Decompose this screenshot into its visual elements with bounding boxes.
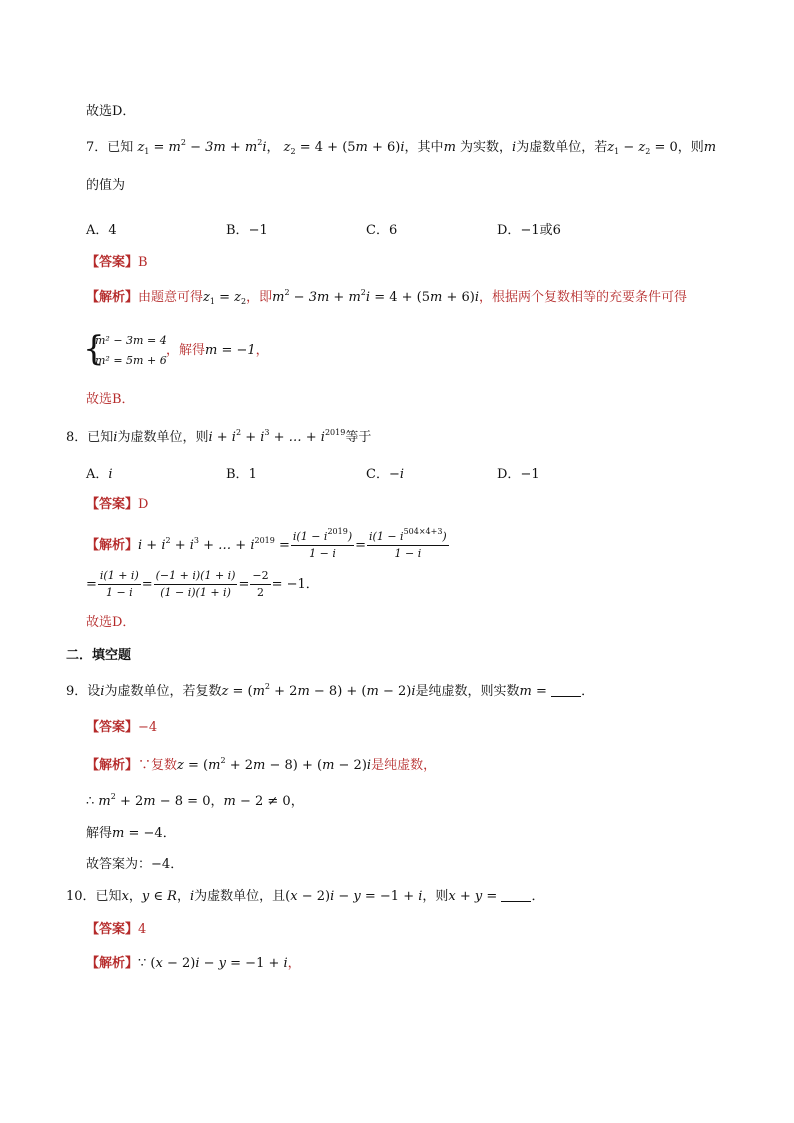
q7-conclusion: 故选B．	[86, 392, 135, 407]
q8-answer: 【答案】D	[86, 497, 149, 512]
q7-solve: ，解得m = −1，	[166, 343, 269, 358]
q9-final: 故答案为：−4．	[86, 857, 184, 872]
q7-eq-diff: $z_1 - z_2 = 0$	[607, 140, 678, 156]
q9-eq-z: $z = (m^2 + 2m - 8) + (m - 2)i$	[221, 682, 416, 699]
q10-eq: (x − 2)i − y = −1 + i	[285, 889, 423, 904]
q9-answer-blank[interactable]	[551, 684, 581, 697]
q9-analysis-line2: ∴ $m^2 + 2m - 8 = 0$，m − 2 ≠ 0，	[86, 792, 304, 809]
section-heading: 二．填空题	[66, 648, 132, 663]
q8-option-c: C．−i	[366, 467, 405, 482]
q7-system-eq-1: m² − 3m = 4	[95, 334, 167, 347]
q8-sum: $i + i^2 + i^3$ + … + $i^{2019}$	[208, 428, 346, 445]
q8-option-b: B．1	[226, 467, 257, 482]
q7-option-c: C．6	[366, 223, 398, 238]
q9-analysis-line3: 解得m = −4．	[86, 826, 176, 841]
q8-analysis-line2: = $\frac{i(1 + i)}{1 - i}$ = $\frac{(-1 + i)(1 + i)}{(1 - i)(1 + i)}$ = $\frac{-2}{2}$ = −1．	[86, 569, 319, 599]
q7-stem-line2: 的值为	[86, 178, 126, 193]
q8-conclusion: 故选D．	[86, 615, 136, 630]
q7-eq-z2: $z_2 = 4 + (5m + 6)i$	[283, 140, 405, 156]
q10-answer-blank[interactable]	[501, 889, 531, 902]
q9-analysis: 【解析】∵复数$z = (m^2 + 2m - 8) + (m - 2)i$是纯虚数，	[86, 756, 437, 773]
q7-eq-z1: $z_1 = m^2 - 3m + m^2i$	[137, 138, 267, 156]
q7-system-eq-2: m² = 5m + 6	[95, 354, 167, 367]
q10-answer: 【答案】4	[86, 922, 147, 937]
q8-analysis-line1: 【解析】$i + i^2 + i^3$ + … + $i^{2019}$ = $\frac{i(1 - i^{2019})}{1 - i}$ = $\frac{i(1 - i^{504\times 4+3})}{1 - i}$	[86, 527, 447, 560]
q6-conclusion: 故选D．	[86, 104, 136, 119]
q7-analysis: 【解析】由题意可得$z_1 = z_2$，即$m^2 - 3m + m^2i = 4 + (5m + 6)i$，根据两个复数相等的充要条件可得	[86, 288, 688, 306]
q8-option-a: A．i	[86, 467, 113, 482]
q10-stem: 10．已知x，y ∈ R，i为虚数单位，且(x − 2)i − y = −1 + i，则x + y = ．	[66, 889, 545, 904]
q9-answer: 【答案】−4	[86, 720, 158, 735]
q7-option-d: D．−1或6	[497, 223, 561, 238]
q9-stem: 9．设i为虚数单位，若复数$z = (m^2 + 2m - 8) + (m - 2)i$是纯虚数，则实数m = ．	[66, 682, 595, 699]
q7-answer: 【答案】B	[86, 255, 148, 270]
q8-stem: 8．已知i为虚数单位，则$i + i^2 + i^3$ + … + $i^{2019}$等于	[66, 428, 372, 445]
q10-analysis: 【解析】∵ (x − 2)i − y = −1 + i，	[86, 956, 301, 971]
q7-number: 7．	[86, 140, 108, 155]
q7-option-a: A．4	[86, 223, 117, 238]
q8-option-d: D．−1	[497, 467, 540, 482]
system-brace: {	[83, 329, 105, 369]
q7-stem-line1: 7．已知 $z_1 = m^2 - 3m + m^2i$， $z_2 = 4 + (5m + 6)i$，其中m 为实数，i为虚数单位，若$z_1 - z_2 = 0$，则m	[86, 138, 717, 156]
q7-option-b: B．−1	[226, 223, 268, 238]
